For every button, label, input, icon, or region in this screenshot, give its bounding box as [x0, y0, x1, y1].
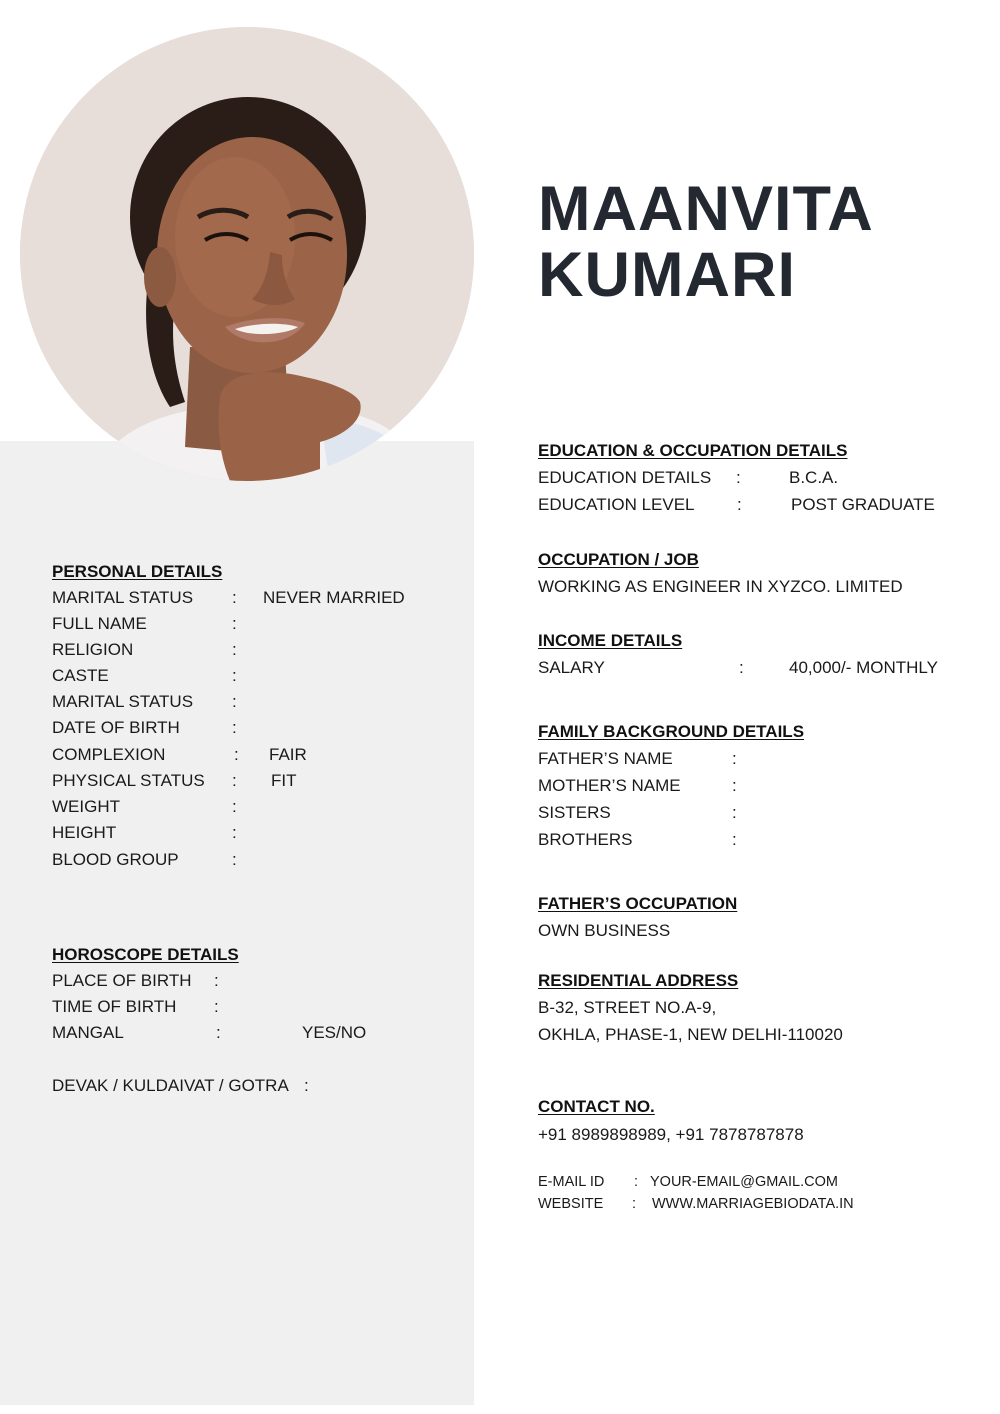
occupation-text: WORKING AS ENGINEER IN XYZCO. LIMITED: [538, 577, 903, 596]
row-value: YES/NO: [302, 1023, 367, 1042]
row-value: NEVER MARRIED: [263, 588, 405, 607]
row-label: EDUCATION LEVEL: [538, 495, 695, 514]
row-separator: :: [732, 830, 737, 849]
row-label: DEVAK / KULDAIVAT / GOTRA: [52, 1076, 289, 1095]
row-separator: :: [232, 692, 237, 711]
row-label: HEIGHT: [52, 823, 117, 842]
row-separator: :: [739, 658, 744, 677]
row-label: FULL NAME: [52, 614, 147, 633]
family-heading: FAMILY BACKGROUND DETAILS: [538, 722, 805, 741]
row-separator: :: [214, 971, 219, 990]
address-heading: RESIDENTIAL ADDRESS: [538, 971, 739, 990]
row-separator: :: [304, 1076, 309, 1095]
row-label: DATE OF BIRTH: [52, 718, 180, 737]
row-value: POST GRADUATE: [791, 495, 935, 514]
row-separator: :: [732, 776, 737, 795]
row-label: TIME OF BIRTH: [52, 997, 177, 1016]
row-label: BROTHERS: [538, 830, 633, 849]
row-label: FATHER’S NAME: [538, 749, 673, 768]
row-label: CASTE: [52, 666, 109, 685]
row-label: MOTHER’S NAME: [538, 776, 681, 795]
row-separator: :: [732, 749, 737, 768]
row-label: EDUCATION DETAILS: [538, 468, 712, 487]
row-separator: :: [232, 588, 237, 607]
row-label: COMPLEXION: [52, 745, 166, 764]
row-value: B.C.A.: [789, 468, 839, 487]
row-label: BLOOD GROUP: [52, 850, 179, 869]
row-label: PHYSICAL STATUS: [52, 771, 205, 790]
horoscope-details-heading: HOROSCOPE DETAILS: [52, 945, 239, 964]
row-value: FAIR: [269, 745, 307, 764]
row-separator: :: [232, 771, 237, 790]
row-value: FIT: [271, 771, 297, 790]
personal-details-heading: PERSONAL DETAILS: [52, 562, 223, 581]
row-label: MARITAL STATUS: [52, 692, 194, 711]
education-heading: EDUCATION & OCCUPATION DETAILS: [538, 441, 848, 460]
row-separator: :: [232, 850, 237, 869]
row-separator: :: [732, 803, 737, 822]
row-separator: :: [216, 1023, 221, 1042]
address-line-1: B-32, STREET NO.A-9,: [538, 998, 717, 1017]
left-panel-background: [0, 441, 474, 1405]
row-separator: :: [234, 745, 239, 764]
row-label: SALARY: [538, 658, 605, 677]
row-separator: :: [232, 614, 237, 633]
row-separator: :: [232, 797, 237, 816]
row-separator: :: [232, 718, 237, 737]
portrait-photo-icon: [20, 27, 474, 481]
father-occupation-heading: FATHER’S OCCUPATION: [538, 894, 738, 913]
contact-phones: +91 8989898989, +91 7878787878: [538, 1125, 804, 1144]
row-separator: :: [232, 666, 237, 685]
row-separator: :: [737, 495, 742, 514]
row-label: WEIGHT: [52, 797, 120, 816]
row-label: RELIGION: [52, 640, 134, 659]
row-label: MARITAL STATUS: [52, 588, 194, 607]
row-value: 40,000/- MONTHLY: [789, 658, 938, 677]
website-link[interactable]: WWW.MARRIAGEBIODATA.IN: [652, 1196, 854, 1212]
address-line-2: OKHLA, PHASE-1, NEW DELHI-110020: [538, 1025, 843, 1044]
row-separator: :: [736, 468, 741, 487]
row-label: WEBSITE: [538, 1196, 604, 1212]
row-separator: :: [632, 1196, 637, 1212]
row-separator: :: [232, 640, 237, 659]
row-separator: :: [634, 1174, 639, 1190]
profile-name: [538, 176, 874, 308]
father-occupation-text: OWN BUSINESS: [538, 921, 671, 940]
profile-photo: [20, 27, 474, 481]
row-label: SISTERS: [538, 803, 611, 822]
row-label: PLACE OF BIRTH: [52, 971, 192, 990]
row-separator: :: [232, 823, 237, 842]
contact-heading: CONTACT NO.: [538, 1097, 655, 1116]
last-name: KUMARI: [538, 240, 796, 310]
first-name: MAANVITA: [538, 174, 874, 244]
row-separator: :: [214, 997, 219, 1016]
occupation-heading: OCCUPATION / JOB: [538, 550, 699, 569]
row-label: E-MAIL ID: [538, 1174, 605, 1190]
income-heading: INCOME DETAILS: [538, 631, 683, 650]
email-link[interactable]: YOUR-EMAIL@GMAIL.COM: [650, 1174, 838, 1190]
row-label: MANGAL: [52, 1023, 124, 1042]
